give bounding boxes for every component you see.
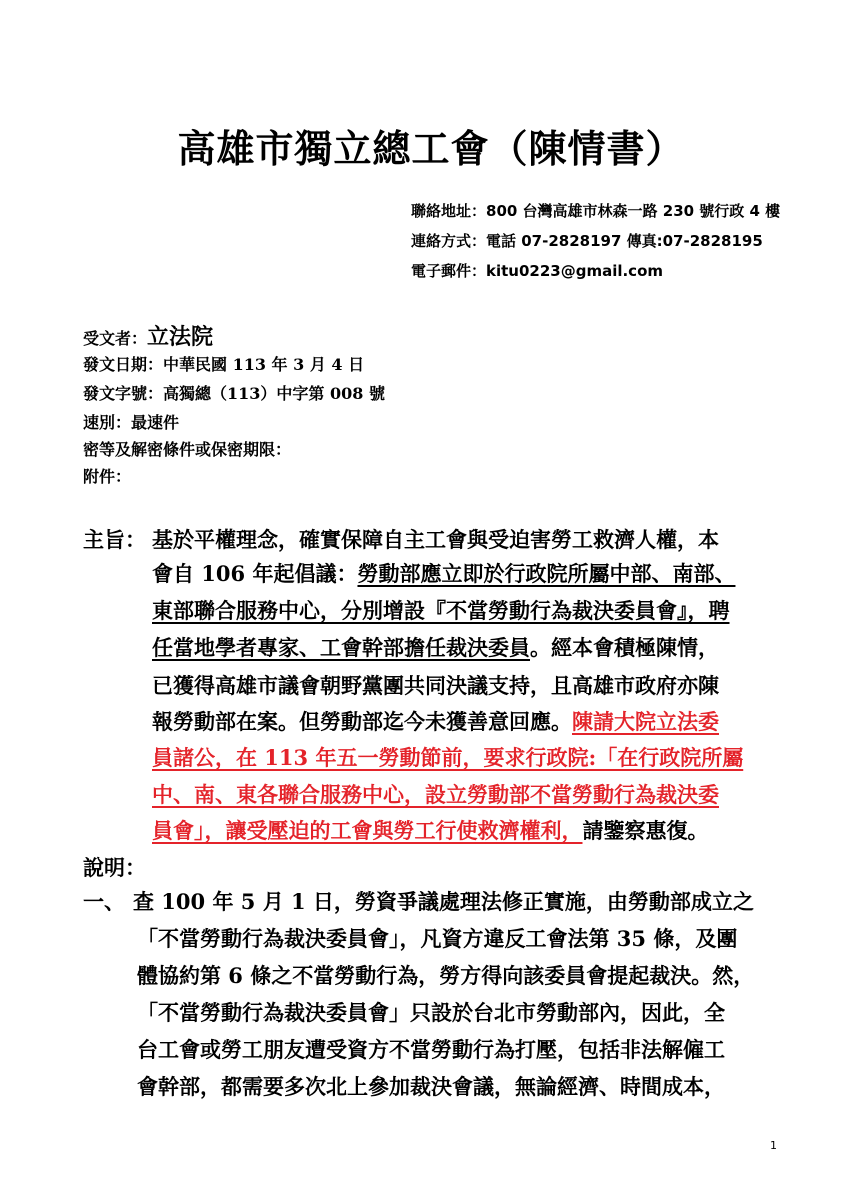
document-title: 高雄市獨立總工會（陳情書） bbox=[177, 126, 685, 171]
subject-line-9 bbox=[152, 815, 709, 845]
subject-closing: 請鑒察惠復。 bbox=[582, 818, 709, 843]
recipient-label: 受文者： bbox=[83, 329, 148, 348]
subject-line-6 bbox=[152, 706, 719, 736]
explanation-line-1: 查 100 年 5 月 1 日，勞資爭議處理法修正實施，由勞動部成立之 bbox=[133, 889, 754, 914]
attachment-line: 附件： bbox=[83, 467, 132, 486]
subject-line-8: 中、南、東各聯合服務中心，設立勞動部不當勞動行為裁決委 bbox=[152, 782, 719, 807]
contact-phone: 連絡方式：電話 07-2828197 傳真:07-2828195 bbox=[411, 232, 763, 250]
explanation-line-3: 體協約第 6 條之不當勞動行為，勞方得向該委員會提起裁決。然， bbox=[137, 963, 755, 988]
subject-line-1: 基於平權理念，確實保障自主工會與受迫害勞工救濟人權，本 bbox=[152, 527, 719, 552]
contact-address: 聯絡地址：800 台灣高雄市林森一路 230 號行政 4 樓 bbox=[411, 202, 781, 220]
recipient-line bbox=[83, 320, 213, 351]
subject-label: 主旨： bbox=[83, 527, 146, 552]
page-number: 1 bbox=[770, 1139, 777, 1152]
subject-red-request: 陳請大院立法委 bbox=[572, 709, 719, 734]
explanation-label: 說明： bbox=[83, 855, 146, 880]
subject-underlined-end: 任當地學者專家、工會幹部擔任裁決委員 bbox=[152, 635, 530, 660]
subject-underlined-proposal: 勞動部應立即於行政院所屬中部、南部、 bbox=[357, 561, 736, 586]
subject-line-6-start: 報勞動部在案。但勞動部迄今未獲善意回應。 bbox=[152, 709, 572, 734]
subject-line-4-end: 。經本會積極陳情， bbox=[530, 635, 719, 660]
subject-line-2 bbox=[152, 558, 735, 588]
document-number: 發文字號：高獨總（113）中字第 008 號 bbox=[83, 384, 385, 403]
explanation-line-5: 台工會或勞工朋友遭受資方不當勞動行為打壓，包括非法解僱工 bbox=[137, 1037, 725, 1062]
subject-red-end: 員會」，讓受壓迫的工會與勞工行使救濟權利， bbox=[152, 818, 583, 843]
recipient-value: 立法院 bbox=[147, 324, 214, 350]
subject-line-3: 東部聯合服務中心，分別增設『不當勞動行為裁決委員會』，聘 bbox=[152, 598, 730, 623]
delivery-speed: 速別：最速件 bbox=[83, 413, 180, 432]
secrecy-level: 密等及解密條件或保密期限： bbox=[83, 440, 292, 459]
contact-email: 電子郵件：kitu0223@gmail.com bbox=[411, 262, 664, 280]
explanation-item-number: 一、 bbox=[83, 889, 125, 914]
subject-line-4 bbox=[152, 632, 719, 662]
subject-line-2-start: 會自 106 年起倡議： bbox=[152, 561, 358, 586]
subject-line-7: 員諸公，在 113 年五一勞動節前，要求行政院:「在行政院所屬 bbox=[152, 745, 744, 770]
explanation-line-2: 「不當勞動行為裁決委員會」，凡資方違反工會法第 35 條，及團 bbox=[137, 926, 738, 951]
subject-line-5: 已獲得高雄市議會朝野黨團共同決議支持，且高雄市政府亦陳 bbox=[152, 673, 719, 698]
explanation-line-6: 會幹部，都需要多次北上參加裁決會議，無論經濟、時間成本， bbox=[137, 1074, 725, 1099]
issue-date: 發文日期：中華民國 113 年 3 月 4 日 bbox=[83, 355, 365, 374]
explanation-line-4: 「不當勞動行為裁決委員會」只設於台北市勞動部內，因此，全 bbox=[137, 1000, 725, 1025]
